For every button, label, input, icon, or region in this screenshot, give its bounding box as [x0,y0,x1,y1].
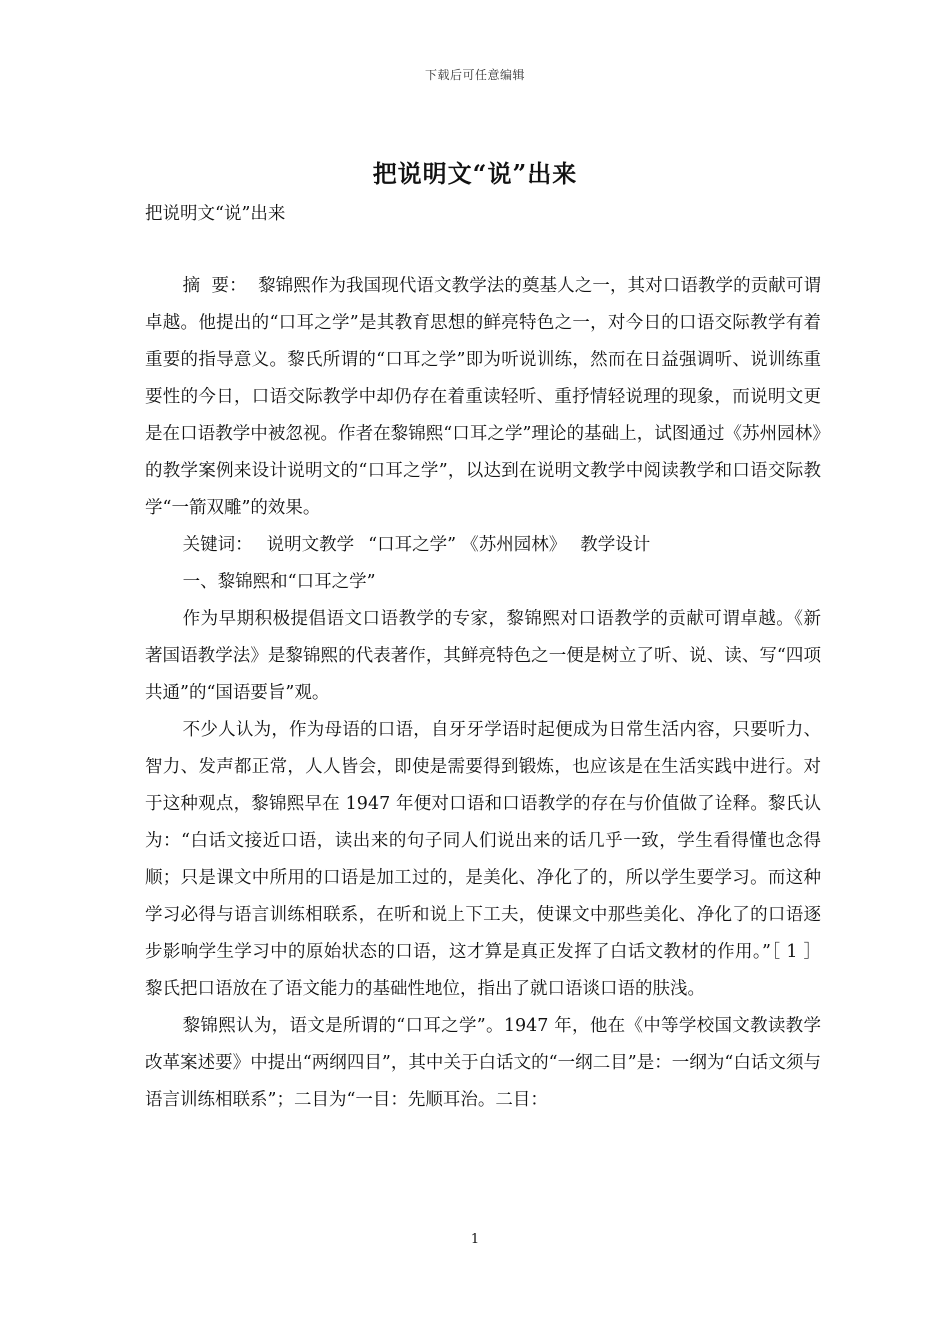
body-paragraph: 黎锦熙认为，语文是所谓的“口耳之学”。1947 年，他在《中等学校国文教读教学改革案述要》中提出“两纲四目”，其中关于白话文的“一纲二目”是：一纲为“白话文须与语言训练相联系”；二目为“一目：先顺耳治。二目： [145,1016,821,1110]
document-subtitle: 把说明文“说”出来 [145,204,286,224]
abstract-paragraph [145,268,821,527]
body-paragraph: 不少人认为，作为母语的口语，自牙牙学语时起便成为日常生活内容，只要听力、智力、发声都正常，人人皆会，即使是需要得到锻炼，也应该是在生活实践中进行。对于这种观点，黎锦熙早在 1947 年便对口语和口语教学的存在与价值做了诠释。黎氏认为：“白话文接近口语，读出来的句子同人们说出来的话几乎一致，学生看得懂也念得顺；只是课文中所用的口语是加工过的，是美化、净化了的，所以学生要学习。而这种学习必得与语言训练相联系，在听和说上下工夫，使课文中那些美化、净化了的口语逐步影响学生学习中的原始状态的口语，这才算是真正发挥了白话文教材的作用。”［ 1 ］黎氏把口语放在了语文能力的基础性地位，指出了就口语谈口语的肤浅。 [145,720,821,999]
abstract-text: 黎锦熙作为我国现代语文教学法的奠基人之一，其对口语教学的贡献可谓卓越。他提出的“口耳之学”是其教育思想的鲜亮特色之一，对今日的口语交际教学有着重要的指导意义。黎氏所谓的“口耳之学”即为听说训练，然而在日益强调听、说训练重要性的今日，口语交际教学中却仍存在着重读轻听、重抒情轻说理的现象，而说明文更是在口语教学中被忽视。作者在黎锦熙“口耳之学”理论的基础上，试图通过《苏州园林》的教学案例来设计说明文的“口耳之学”，以达到在说明文教学中阅读教学和口语交际教学“一箭双雕”的效果。 [145,276,821,518]
header-note: 下载后可任意编辑 [424,68,525,82]
document-body [145,268,821,1119]
keyword: “口耳之学” [368,535,457,555]
keyword: 说明文教学 [266,535,355,555]
keyword: 《苏州园林》 [470,535,567,555]
keyword: 教学设计 [580,535,651,555]
keywords-label: 关键词： [182,535,253,555]
document-title: 把说明文“说”出来 [372,159,578,188]
section-heading: 一、黎锦熙和“口耳之学” [182,572,376,592]
keywords-paragraph [145,527,821,564]
body-paragraph: 作为早期积极提倡语文口语教学的专家，黎锦熙对口语教学的贡献可谓卓越。《新著国语教学法》是黎锦熙的代表著作，其鲜亮特色之一便是树立了听、说、读、写“四项共通”的“国语要旨”观。 [145,609,821,703]
abstract-label: 摘 要： [182,276,247,296]
page-number: 1 [470,1232,480,1247]
